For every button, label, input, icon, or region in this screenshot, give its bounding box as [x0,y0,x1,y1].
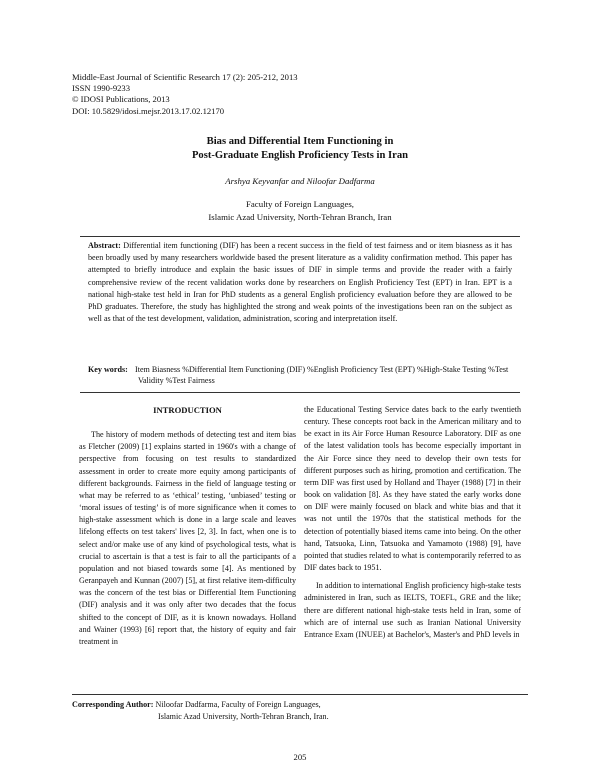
corresponding-author-line-1: Niloofar Dadfarma, Faculty of Foreign Languages, [155,700,321,709]
title-line-2: Post-Graduate English Proficiency Tests in Iran [191,150,409,161]
journal-citation: Middle-East Journal of Scientific Research 17 (2): 205-212, 2013 [72,72,298,82]
doi: DOI: 10.5829/idosi.mejsr.2013.17.02.12170 [72,105,225,116]
affiliation [60,198,540,224]
authors: Arshya Keyvanfar and Niloofar Dadfarma [225,176,375,186]
corresponding-author-label: Corresponding Author: [72,700,154,709]
title-line-1: Bias and Differential Item Functioning in [206,136,394,147]
issn: ISSN 1990-9233 [72,83,131,94]
affiliation-line-2: Islamic Azad University, North-Tehran Branch, Iran [208,212,392,222]
corresponding-author-line-2: Islamic Azad University, North-Tehran Branch, Iran. [158,712,329,721]
paper-title [60,135,540,163]
abstract-label: Abstract: [88,241,121,250]
top-divider [80,236,520,237]
abstract [88,240,512,325]
introduction-heading: INTRODUCTION [153,405,222,415]
abstract-text: Differential item functioning (DIF) has been a recent success in the field of test fairness and or item biasness as it has been broadly used by many researchers worldwide based the present literature as a validity confirmation method. This paper has attempted to briefly introduce and explain the basic issues of DIF in simple terms and provide the reader with a fairly comprehensive review of the recent validation works done by researchers on English Proficiency Test (EPT) in Iran. EPT is a national high-stake test held in Iran for PhD students as a general English proficiency evaluation before they are allowed to be PhD graduates. Therefore, the study has highlighted the strong and weak points of the investigations been ran on the subject as well as that of the test development, validation, administration, scoring and interpretation itself. [88,241,512,324]
left-column [79,404,296,648]
keywords-text: Item Biasness %Differential Item Functioning (DIF) %English Proficiency Test (EPT) %High-Stake Testing %Test Validity %Test Fairness [135,365,509,386]
intro-paragraph-1-continued: the Educational Testing Service dates back to the early twentieth century. These concepts root back in the American military and to be exact in its Air Force Human Resource Laboratory. DIF as one of the latest validation tools has become especially important in the Air Force since they need to develop their own tests for different purposes such as hiring, promotion and certification. The term DIF was first used by Holland and Thayer (1988) [7] in their book on validation [8]. As they have stated the early works done on DIF were mainly focused on black and white bias and that it was not until the 1970s that the statistical methods for the detection of potentially biased items came into being. On the other hand, Tatsuoka, Linn, Tatsuoka and Yamamoto (1988) [9], have pointed that studies related to what is contemporarily referred to as DIF dates back to 1951. [304,405,521,573]
affiliation-line-1: Faculty of Foreign Languages, [246,199,354,209]
right-column [304,404,521,641]
keywords [88,364,512,387]
keywords-label: Key words: [88,365,128,374]
copyright: © IDOSI Publications, 2013 [72,94,170,105]
bottom-divider [80,392,520,393]
corresponding-author [72,699,329,723]
page-number: 205 [293,752,307,762]
footnote-divider [72,694,528,695]
intro-paragraph-2: In addition to international English proficiency high-stake tests administered in Iran, such as IELTS, TOEFL, GRE and the like; there are different national high-stake tests held in Iran, some of which are of internal use such as Iranian National University Entrance Exam (INUEE) at Bachelor's, Master's and PhD levels in [304,581,521,639]
journal-header [72,72,298,117]
intro-paragraph-1: The history of modern methods of detecting test and item bias as Fletcher (2009) [1] explains started in 1960's with a change of perspective from focusing on test results to standardized assessment in order to create more equity among participants of different backgrounds. Fairness in the field of language testing or what may be referred to as ‘ethical’ testing, ‘unbiased’ testing or ‘moral issues of testing’ is of more significance when it comes to high-stake assessment which is done in a large scale and leaves lifelong effects on test takers' lives [2, 3]. In fact, when one is to select and/or make use of any kind of psychological tests, what is crucial to ascertain is that a test is fair to all the participants of a population and not biased towards some [4]. As mentioned by Geranpayeh and Kunnan (2007) [5], at first relative item-difficulty was the concern of the test bias or Differential Item Functioning (DIF) analysis and it was only after two decades that the focus shifted to the concept of DIF, as it is known nowadays. Holland and Wainer (1993) [6] report that, the history of equity and fair treatment in [79,430,296,646]
